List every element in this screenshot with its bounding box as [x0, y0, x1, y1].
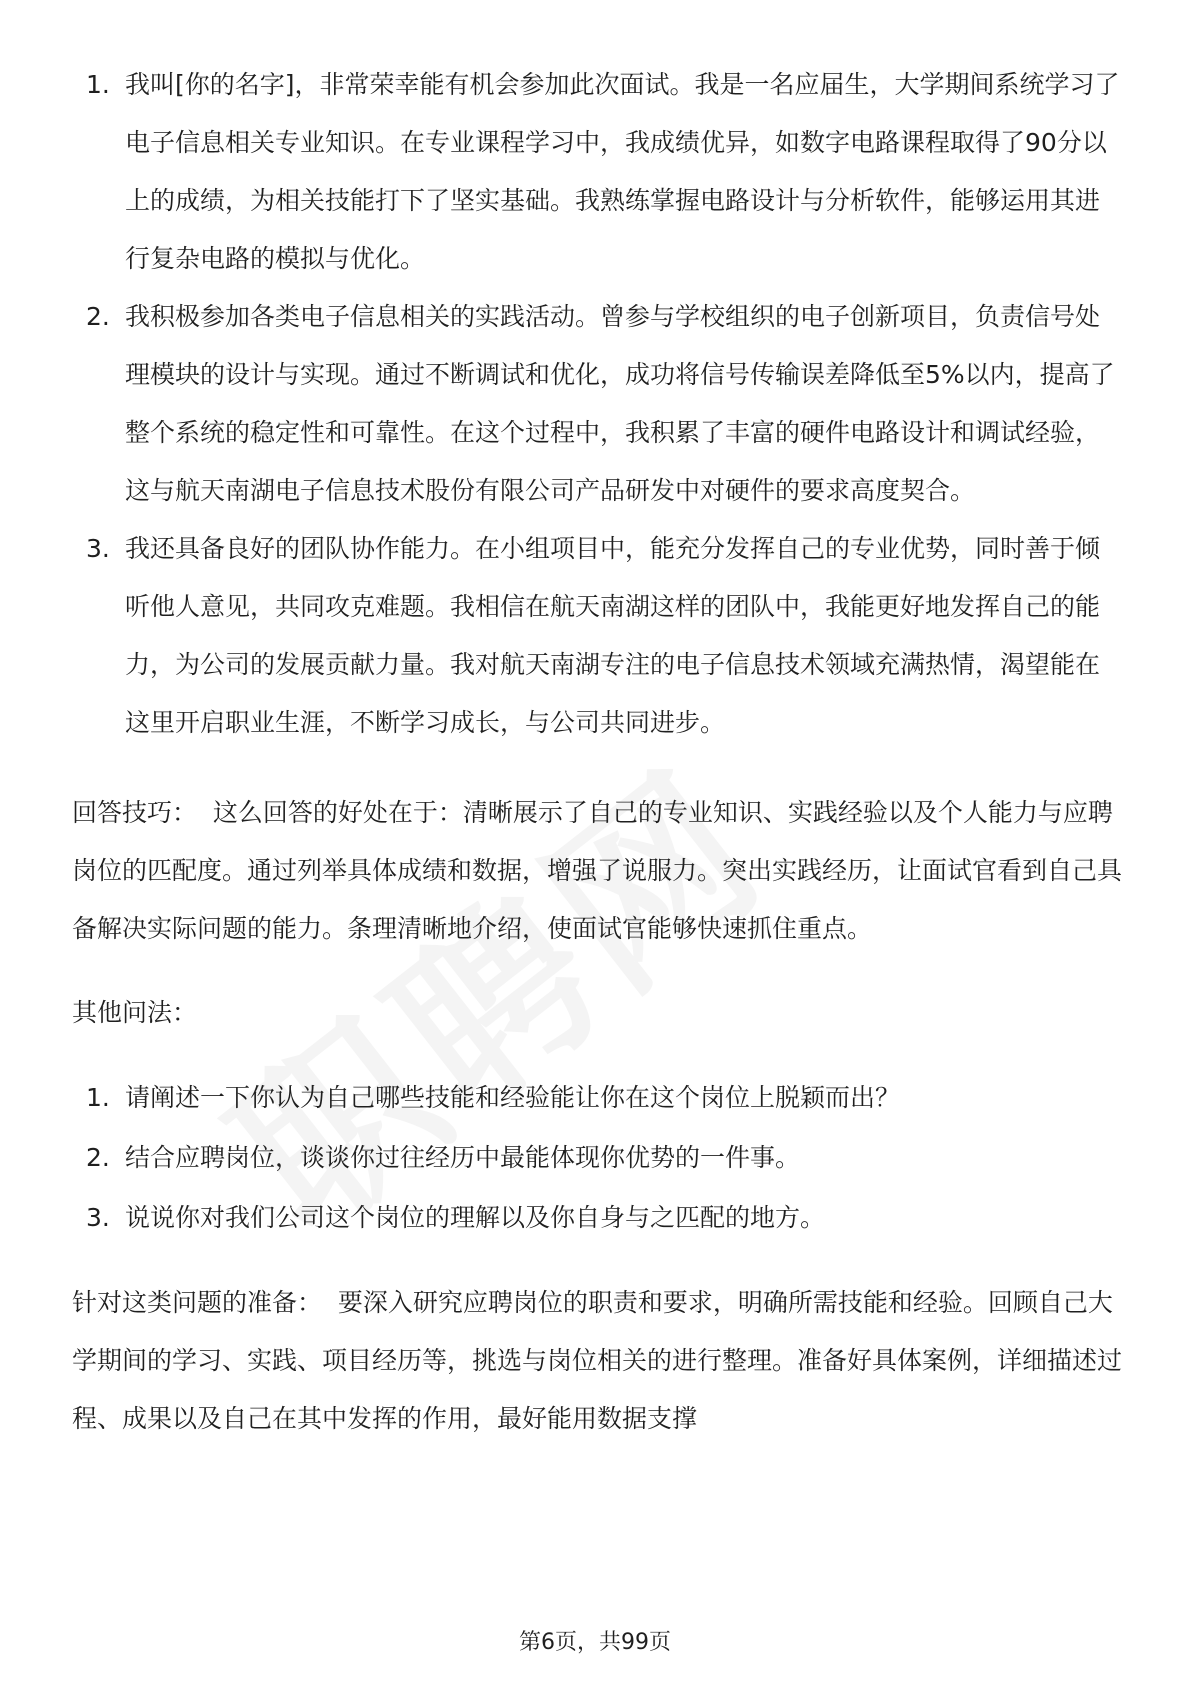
- spacer: [72, 1248, 1122, 1274]
- other-questions-label: 其他问法：: [72, 998, 198, 1027]
- list-item: [72, 56, 1122, 288]
- list-item-text: 我叫[你的名字]，非常荣幸能有机会参加此次面试。我是一名应届生，大学期间系统学习了电子信息相关专业知识。在专业课程学习中，我成绩优异，如数字电路课程取得了90分以上的成绩，为相关技能打下了坚实基础。我熟练掌握电路设计与分析软件，能够运用其进行复杂电路的模拟与优化。: [125, 70, 1120, 273]
- tips-paragraph: [72, 784, 1122, 958]
- list-item-text: 说说你对我们公司这个岗位的理解以及你自身与之匹配的地方。: [125, 1203, 826, 1232]
- list-number: 3.: [86, 1203, 110, 1232]
- list-item: [72, 288, 1122, 520]
- list-item-text: 我积极参加各类电子信息相关的实践活动。曾参与学校组织的电子创新项目，负责信号处理模块的设计与实现。通过不断调试和优化，成功将信号传输误差降低至5%以内，提高了整个系统的稳定性和可靠性。在这个过程中，我积累了丰富的硬件电路设计和调试经验，这与航天南湖电子信息技术股份有限公司产品研发中对硬件的要求高度契合。: [125, 302, 1115, 505]
- list-number: 2.: [86, 1143, 110, 1172]
- tips-text: 这么回答的好处在于：清晰展示了自己的专业知识、实践经验以及个人能力与应聘岗位的匹配度。通过列举具体成绩和数据，增强了说服力。突出实践经历，让面试官看到自己具备解决实际问题的能力。条理清晰地介绍，使面试官能够快速抓住重点。: [72, 798, 1123, 943]
- spacer: [72, 958, 1122, 984]
- preparation-text: 要深入研究应聘岗位的职责和要求，明确所需技能和经验。回顾自己大学期间的学习、实践、项目经历等，挑选与岗位相关的进行整理。准备好具体案例，详细描述过程、成果以及自己在其中发挥的作用，最好能用数据支撑: [72, 1288, 1123, 1433]
- spacer: [72, 1042, 1122, 1068]
- list-item-text: 我还具备良好的团队协作能力。在小组项目中，能充分发挥自己的专业优势，同时善于倾听他人意见，共同攻克难题。我相信在航天南湖这样的团队中，我能更好地发挥自己的能力，为公司的发展贡献力量。我对航天南湖专注的电子信息技术领域充满热情，渴望能在这里开启职业生涯，不断学习成长，与公司共同进步。: [125, 534, 1101, 737]
- other-questions-list: [72, 1068, 1122, 1248]
- tips-label: 回答技巧：: [72, 798, 198, 827]
- list-item: [72, 1068, 1122, 1128]
- list-number: 2.: [86, 302, 110, 331]
- list-number: 1.: [86, 1083, 110, 1112]
- list-item-text: 结合应聘岗位，谈谈你过往经历中最能体现你优势的一件事。: [125, 1143, 801, 1172]
- answer-list: [72, 56, 1122, 752]
- list-number: 3.: [86, 534, 110, 563]
- list-item: [72, 1128, 1122, 1188]
- page-number-footer: 第6页，共99页: [519, 1630, 671, 1655]
- page-content: [72, 56, 1122, 1448]
- list-number: 1.: [86, 70, 110, 99]
- list-item-text: 请阐述一下你认为自己哪些技能和经验能让你在这个岗位上脱颖而出？: [125, 1083, 901, 1112]
- preparation-paragraph: [72, 1274, 1122, 1448]
- list-item: [72, 520, 1122, 752]
- preparation-label: 针对这类问题的准备：: [72, 1288, 323, 1317]
- list-item: [72, 1188, 1122, 1248]
- spacer: [72, 752, 1122, 784]
